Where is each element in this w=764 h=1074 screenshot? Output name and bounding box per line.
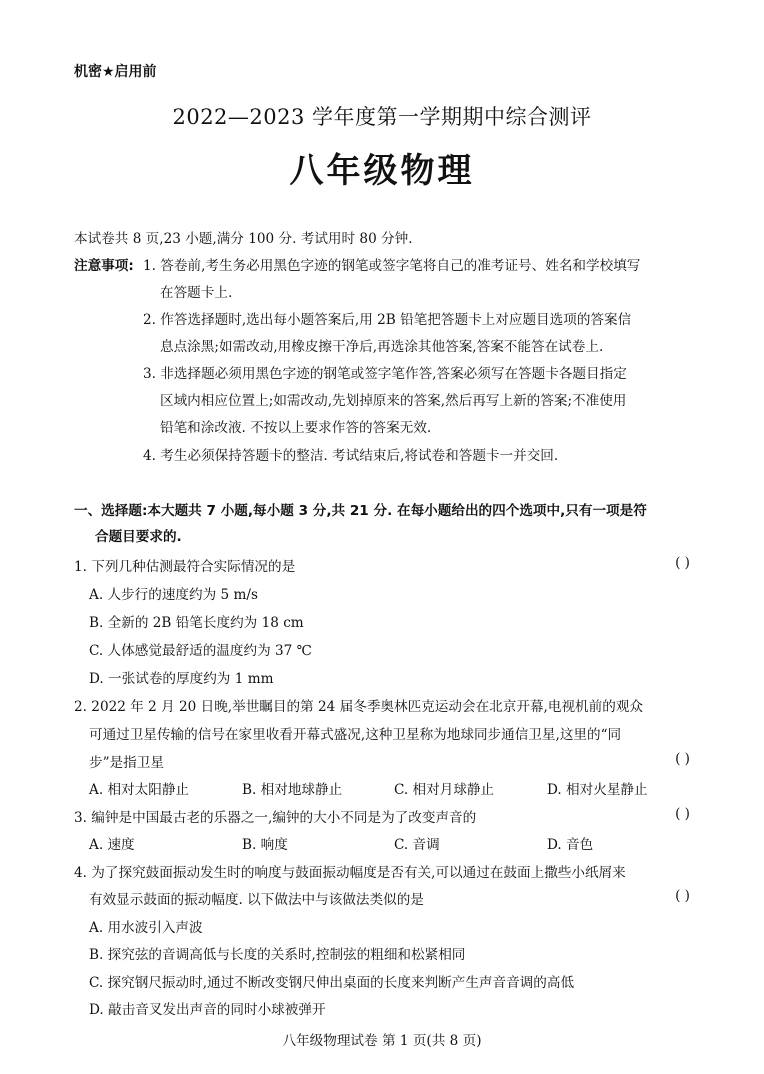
- question-2-stem: 2. 2022 年 2 月 20 日晚,举世瞩目的第 24 届冬季奥林匹克运动会在北京开幕,电视机前的观众: [74, 699, 644, 715]
- option: C. 人体感觉最舒适的温度约为 37 ℃: [89, 643, 312, 659]
- section-heading: 一、选择题:本大题共 7 小题,每小题 3 分,共 21 分. 在每小题给出的四个选项中,只有一项是符: [74, 503, 647, 519]
- option: D. 敲击音叉发出声音的同时小球被弹开: [89, 1002, 326, 1018]
- answer-paren: ( ): [675, 751, 690, 767]
- exam-title: 2022—2023 学年度第一学期期中综合测评: [172, 105, 592, 129]
- notice-line: 息点涂黑;如需改动,用橡皮擦干净后,再选涂其他答案,答案不能答在试卷上.: [160, 339, 604, 355]
- question-2-stem: 可通过卫星传输的信号在家里收看开幕式盛况,这种卫星称为地球同步通信卫星,这里的“同: [89, 727, 622, 743]
- option: C. 音调: [394, 837, 440, 853]
- option: A. 相对太阳静止: [89, 782, 190, 798]
- notice-label: 注意事项:: [74, 258, 134, 274]
- answer-paren: ( ): [675, 806, 690, 822]
- notice-line: 区域内相应位置上;如需改动,先划掉原来的答案,然后再写上新的答案;不准使用: [160, 393, 627, 409]
- notice-line: 在答题卡上.: [160, 285, 233, 301]
- option: D. 音色: [547, 837, 594, 853]
- answer-paren: ( ): [675, 888, 690, 904]
- subject-title: 八年级物理: [289, 151, 475, 191]
- option: C. 相对月球静止: [394, 782, 495, 798]
- question-3-stem: 3. 编钟是中国最古老的乐器之一,编钟的大小不同是为了改变声音的: [74, 810, 477, 826]
- option: D. 一张试卷的厚度约为 1 mm: [89, 671, 274, 687]
- option: B. 响度: [242, 837, 288, 853]
- section-heading-cont: 合题目要求的.: [95, 529, 182, 545]
- option: A. 速度: [89, 837, 135, 853]
- option: B. 探究弦的音调高低与长度的关系时,控制弦的粗细和松紧相同: [89, 947, 466, 963]
- page-footer: 八年级物理试卷 第 1 页(共 8 页): [282, 1033, 482, 1049]
- notice-line: 2. 作答选择题时,选出每小题答案后,用 2B 铅笔把答题卡上对应题目选项的答案信: [143, 312, 632, 328]
- option: B. 全新的 2B 铅笔长度约为 18 cm: [89, 615, 304, 631]
- option: B. 相对地球静止: [242, 782, 343, 798]
- question-1-stem: 1. 下列几种估测最符合实际情况的是: [74, 559, 296, 575]
- notice-line: 铅笔和涂改液. 不按以上要求作答的答案无效.: [160, 420, 432, 436]
- option: D. 相对火星静止: [547, 782, 648, 798]
- notice-line: 1. 答卷前,考生务必用黑色字迹的钢笔或签字笔将自己的准考证号、姓名和学校填写: [143, 258, 641, 274]
- question-4-stem: 有效显示鼓面的振动幅度. 以下做法中与该做法类似的是: [89, 892, 424, 908]
- question-2-stem: 步”是指卫星: [89, 755, 164, 771]
- notice-line: 4. 考生必须保持答题卡的整洁. 考试结束后,将试卷和答题卡一并交回.: [143, 448, 559, 464]
- option: A. 人步行的速度约为 5 m/s: [89, 587, 258, 603]
- notice-line: 3. 非选择题必须用黑色字迹的钢笔或签字笔作答,答案必须写在答题卡各题目指定: [143, 366, 627, 382]
- exam-intro: 本试卷共 8 页,23 小题,满分 100 分. 考试用时 80 分钟.: [74, 231, 413, 247]
- option: C. 探究钢尺振动时,通过不断改变钢尺伸出桌面的长度来判断产生声音音调的高低: [89, 975, 575, 991]
- answer-paren: ( ): [675, 555, 690, 571]
- question-4-stem: 4. 为了探究鼓面振动发生时的响度与鼓面振动幅度是否有关,可以通过在鼓面上撒些小纸屑来: [74, 865, 626, 881]
- option: A. 用水波引入声波: [89, 920, 203, 936]
- confidential-label: 机密★启用前: [74, 64, 157, 80]
